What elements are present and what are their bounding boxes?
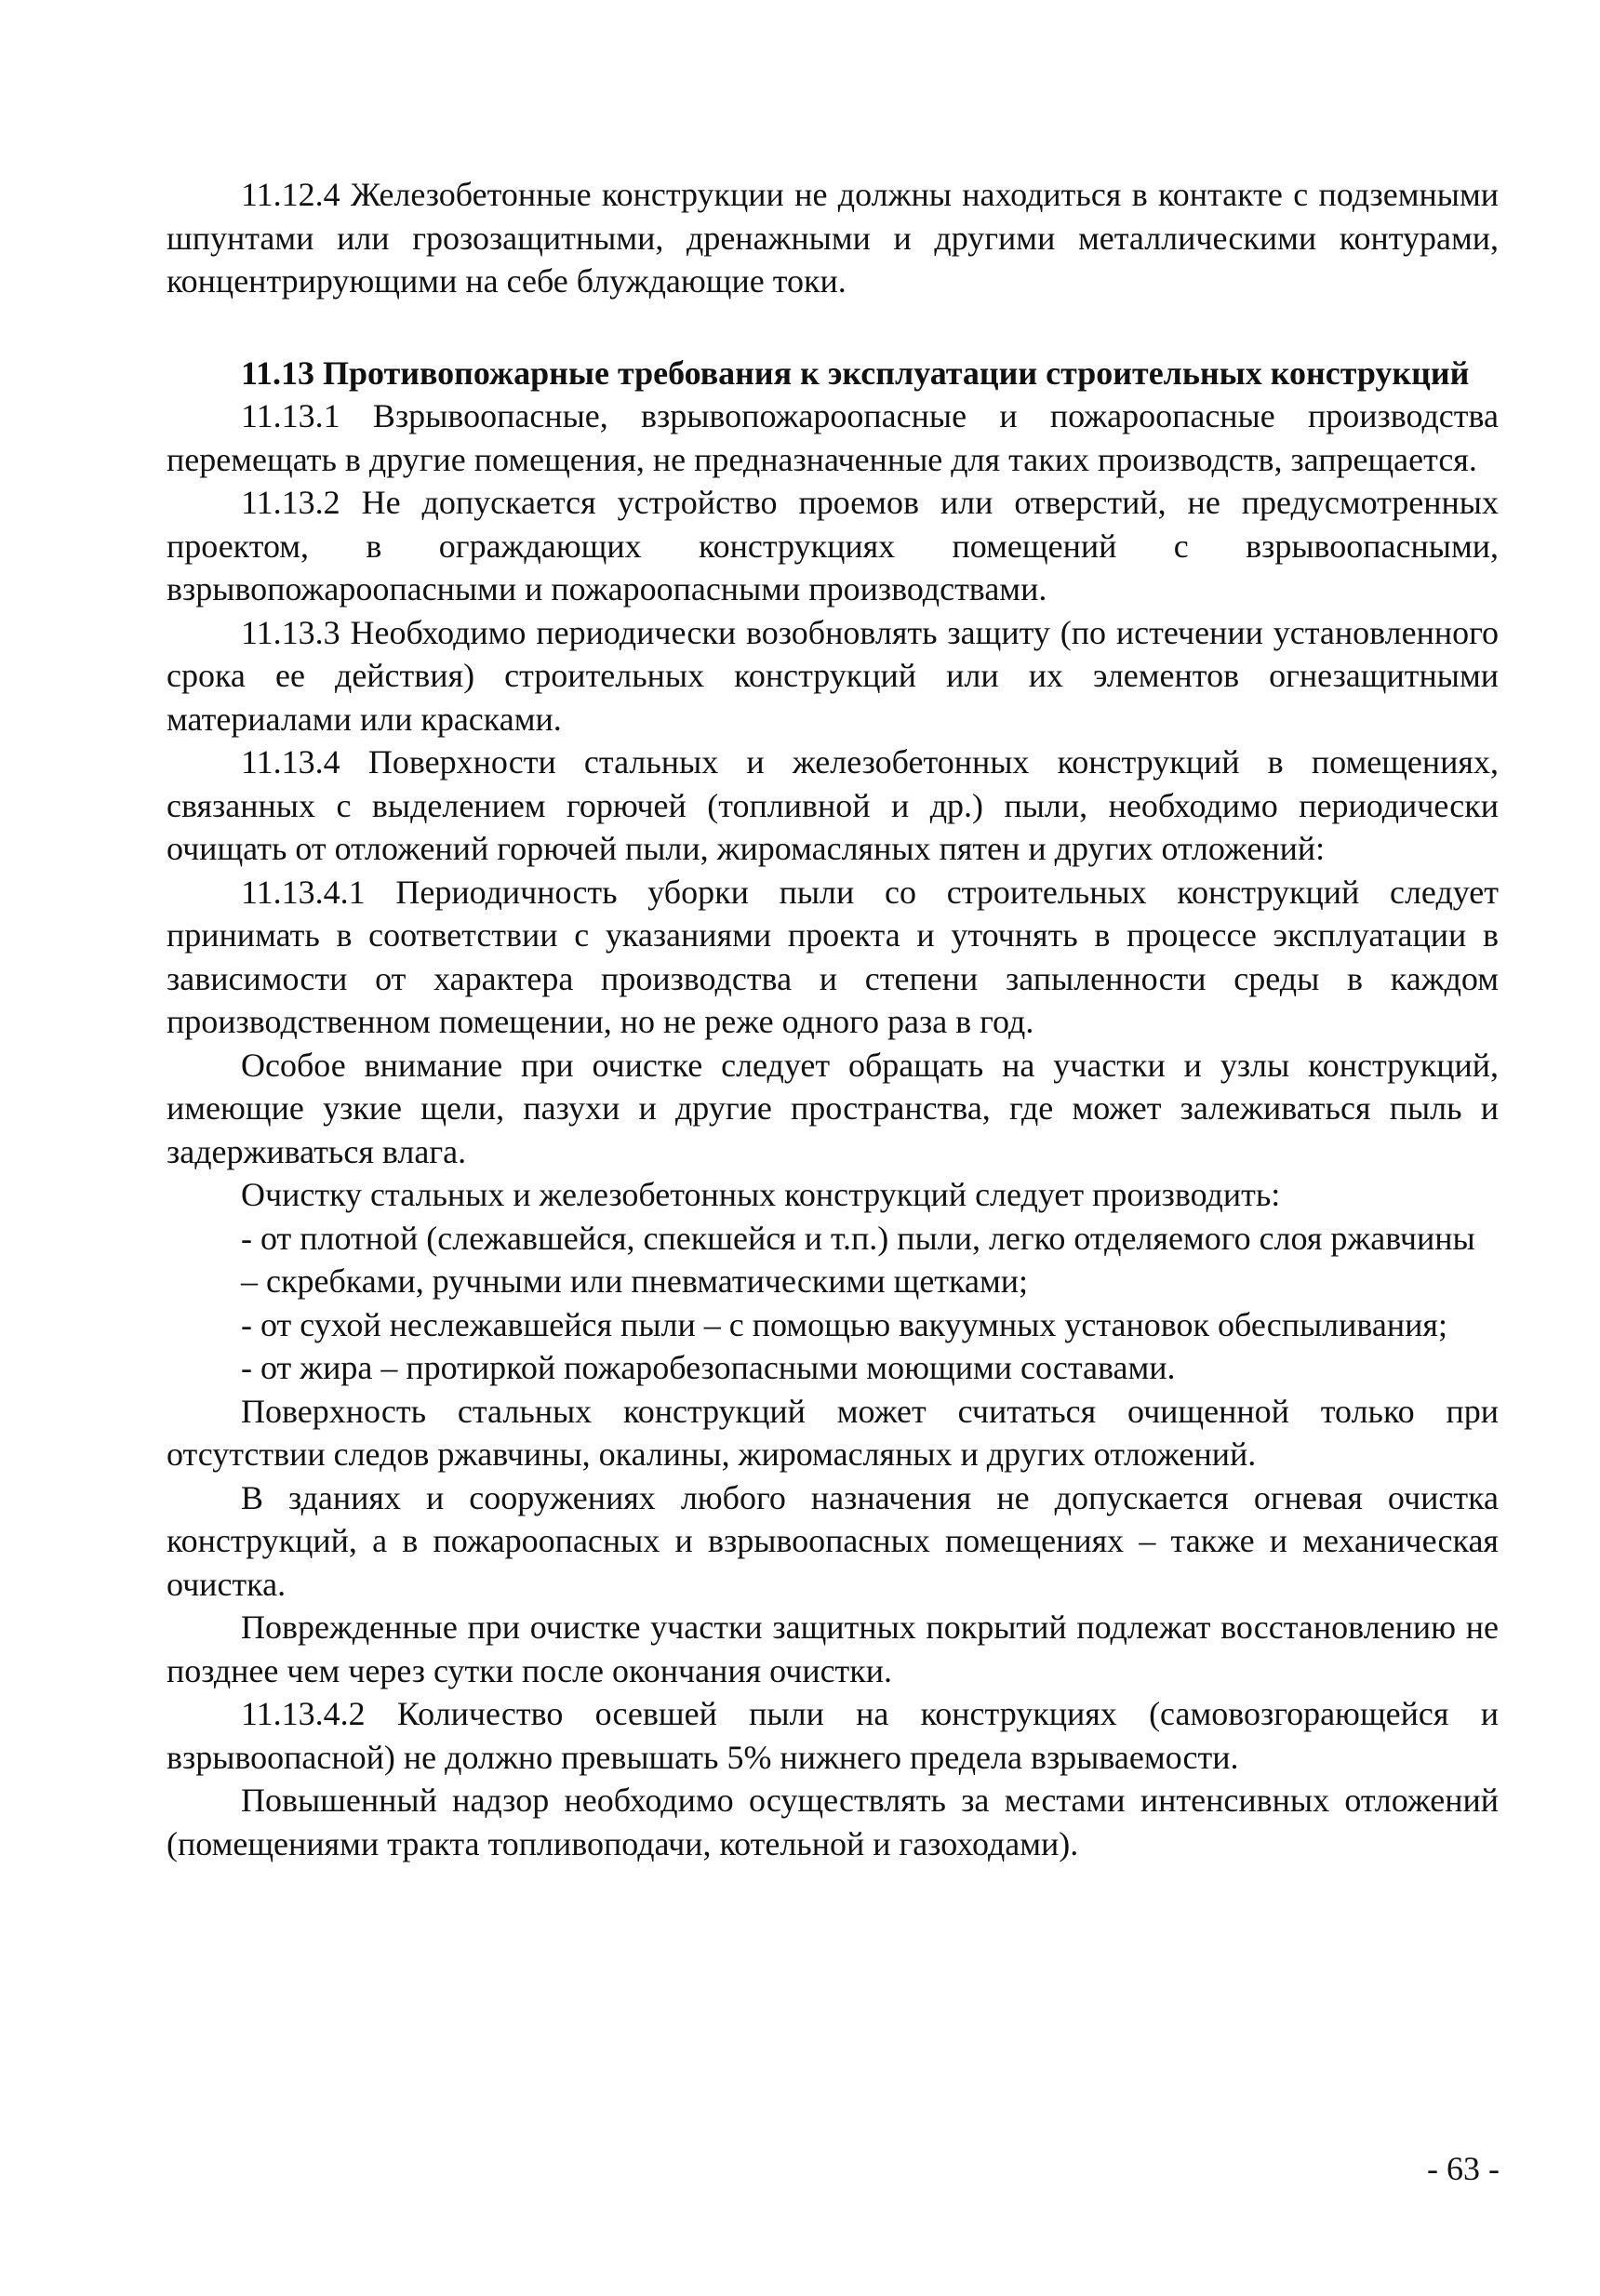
paragraph-11-13-1: 11.13.1 Взрывоопасные, взрывопожароопасные и пожароопасные производства перемещать в другие помещения, не предназначенные для таких производств, запрещается. xyxy=(167,397,1499,478)
paragraph-special-attention: Особое внимание при очистке следует обращать на участки и узлы конструкций, имеющие узкие щели, пазухи и другие пространства, где может залеживаться пыль и задерживаться влага. xyxy=(167,1046,1499,1170)
document-page xyxy=(167,173,1499,1865)
paragraph-surface-clean: Поверхность стальных конструкций может считаться очищенной только при отсутствии следов ржавчины, окалины, жиромасляных и других отложений. xyxy=(167,1392,1499,1473)
paragraph-cleaning-intro: Очистку стальных и железобетонных конструкций следует производить: xyxy=(241,1176,1281,1213)
cleaning-methods-list xyxy=(167,1217,1499,1390)
paragraph-supervision: Повышенный надзор необходимо осуществлять за местами интенсивных отложений (помещениями тракта топливоподачи, котельной и газоходами). xyxy=(167,1782,1499,1862)
page-number: - 63 - xyxy=(1427,2150,1500,2187)
list-item: - от жира – протиркой пожаробезопасными моющими составами. xyxy=(241,1349,1176,1386)
paragraph-11-12-4: 11.12.4 Железобетонные конструкции не должны находиться в контакте с подземными шпунтами или грозозащитными, дренажными и другими металлическими контурами, концентрирующими на себе блуждающие токи. xyxy=(167,176,1499,300)
list-item: - от сухой неслежавшейся пыли – с помощью вакуумных установок обеспыливания; xyxy=(241,1305,1447,1343)
list-item: - от плотной (слежавшейся, спекшейся и т.п.) пыли, легко отделяемого слоя ржавчины – скребками, ручными или пневматическими щетками; xyxy=(241,1219,1475,1300)
paragraph-11-13-2: 11.13.2 Не допускается устройство проемов или отверстий, не предусмотренных проектом, в ограждающих конструкциях помещений с взрывоопасными, взрывопожароопасными и пожароопасными производствами. xyxy=(167,484,1499,607)
section-heading-11-13: 11.13 Противопожарные требования к эксплуатации строительных конструкций xyxy=(241,354,1470,392)
paragraph-11-13-4: 11.13.4 Поверхности стальных и железобетонных конструкций в помещениях, связанных с выделением горючей (топливной и др.) пыли, необходимо периодически очищать от отложений горючей пыли, жиромасляных пятен и других отложений: xyxy=(167,743,1499,867)
paragraph-11-13-4-1: 11.13.4.1 Периодичность уборки пыли со строительных конструкций следует принимать в соответствии с указаниями проекта и уточнять в процессе эксплуатации в зависимости от характера производства и степени запыленности среды в каждом производственном помещении, но не реже одного раза в год. xyxy=(167,873,1499,1040)
paragraph-11-13-4-2: 11.13.4.2 Количество осевшей пыли на конструкциях (самовозгорающейся и взрывоопасной) не должно превышать 5% нижнего предела взрываемости. xyxy=(167,1695,1499,1776)
paragraph-11-13-3: 11.13.3 Необходимо периодически возобновлять защиту (по истечении установленного срока ее действия) строительных конструкций или их элементов огнезащитными материалами или красками. xyxy=(167,613,1499,738)
paragraph-damaged-coatings: Поврежденные при очистке участки защитных покрытий подлежат восстановлению не позднее чем через сутки после окончания очистки. xyxy=(167,1609,1499,1689)
paragraph-fire-cleaning: В зданиях и сооружениях любого назначения не допускается огневая очистка конструкций, а в пожароопасных и взрывоопасных помещениях – также и механическая очистка. xyxy=(167,1478,1499,1603)
